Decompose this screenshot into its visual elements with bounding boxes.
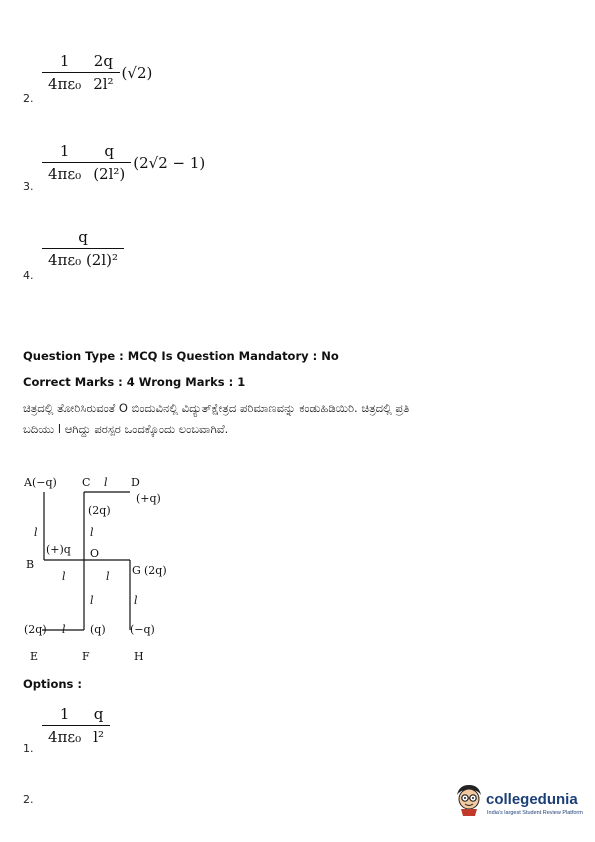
denominator: 4πε₀ bbox=[42, 72, 87, 93]
label-l: l bbox=[106, 570, 110, 583]
label-l: l bbox=[104, 476, 108, 489]
label-H: H bbox=[134, 650, 144, 663]
denominator: 2l² bbox=[87, 72, 119, 93]
charge-B: (+)q bbox=[46, 543, 71, 556]
question-text bbox=[23, 398, 453, 440]
charge-C: (2q) bbox=[88, 504, 111, 517]
charge-D: (+q) bbox=[136, 492, 161, 505]
charge-fraction bbox=[87, 142, 131, 183]
charge-G: (2q) bbox=[144, 564, 167, 577]
option-number: 1. bbox=[23, 742, 34, 755]
option-3-expression bbox=[42, 142, 205, 183]
label-O: O bbox=[90, 547, 100, 560]
label-D: D bbox=[131, 476, 140, 489]
logo-tagline: India's largest Student Review Platform bbox=[487, 810, 583, 816]
charge-H: (−q) bbox=[130, 623, 155, 636]
option-number: 3. bbox=[23, 180, 34, 193]
option-2-expression bbox=[42, 52, 152, 93]
label-F: F bbox=[82, 650, 90, 663]
charge-E: (2q) bbox=[24, 623, 47, 636]
options-heading: Options : bbox=[23, 677, 82, 691]
denominator: 4πε₀ (2l)² bbox=[42, 248, 124, 269]
label-B: B bbox=[26, 558, 35, 571]
label-l: l bbox=[90, 594, 94, 607]
denominator: 4πε₀ bbox=[42, 725, 87, 746]
option-4-expression bbox=[42, 228, 124, 269]
question-text-line: ಬದಿಯು l ಆಗಿದ್ದು ಪರಸ್ಪರ ಒಂದಕ್ಕೊಂದು ಲಂಬವಾಗಿವೆ. bbox=[23, 422, 229, 436]
numerator: q bbox=[93, 705, 104, 723]
option-number: 2. bbox=[23, 92, 34, 105]
factor: (√2) bbox=[121, 63, 153, 82]
label-l: l bbox=[62, 623, 66, 636]
denominator: l² bbox=[87, 725, 110, 746]
label-G: G bbox=[132, 564, 141, 577]
charge-fraction bbox=[87, 52, 119, 93]
numerator: 2q bbox=[93, 52, 113, 70]
denominator: 4πε₀ bbox=[42, 162, 87, 183]
option-number: 2. bbox=[23, 793, 34, 806]
label-l: l bbox=[62, 570, 66, 583]
marks-line: Correct Marks : 4 Wrong Marks : 1 bbox=[23, 375, 246, 389]
numerator: q bbox=[78, 228, 88, 246]
charge-F: (q) bbox=[90, 623, 106, 636]
label-E: E bbox=[30, 650, 39, 663]
charge-fraction bbox=[42, 228, 124, 269]
numerator: 1 bbox=[59, 142, 70, 160]
label-l: l bbox=[90, 526, 94, 539]
option-1-expression bbox=[42, 705, 110, 746]
label-l: l bbox=[34, 526, 38, 539]
coefficient-fraction bbox=[42, 52, 87, 93]
numerator: 1 bbox=[59, 705, 70, 723]
charge-grid-figure bbox=[22, 470, 182, 670]
coefficient-fraction bbox=[42, 142, 87, 183]
collegedunia-logo bbox=[453, 783, 583, 823]
numerator: q bbox=[104, 142, 115, 160]
charge-fraction bbox=[87, 705, 110, 746]
option-number: 4. bbox=[23, 269, 34, 282]
factor: (2√2 − 1) bbox=[133, 153, 206, 172]
coefficient-fraction bbox=[42, 705, 87, 746]
question-text-line: ಚಿತ್ರದಲ್ಲಿ ತೋರಿಸಿರುವಂತೆ O ಬಿಂದುವಿನಲ್ಲಿ ವಿದ್ಯುತ್‌ಕ್ಷೇತ್ರದ ಪರಿಮಾಣವನ್ನು ಕಂಡುಹಿಡಿಯಿರಿ. ಚಿತ್ರದಲ್ಲಿ ಪ್ರತಿ bbox=[23, 401, 410, 415]
question-type-line: Question Type : MCQ Is Question Mandatory : No bbox=[23, 349, 339, 363]
numerator: 1 bbox=[59, 52, 70, 70]
mascot-icon bbox=[453, 783, 485, 817]
label-l: l bbox=[134, 594, 138, 607]
label-C: C bbox=[82, 476, 91, 489]
logo-name: collegedunia bbox=[486, 791, 578, 808]
label-A: A(−q) bbox=[24, 476, 57, 489]
denominator: (2l²) bbox=[87, 162, 131, 183]
